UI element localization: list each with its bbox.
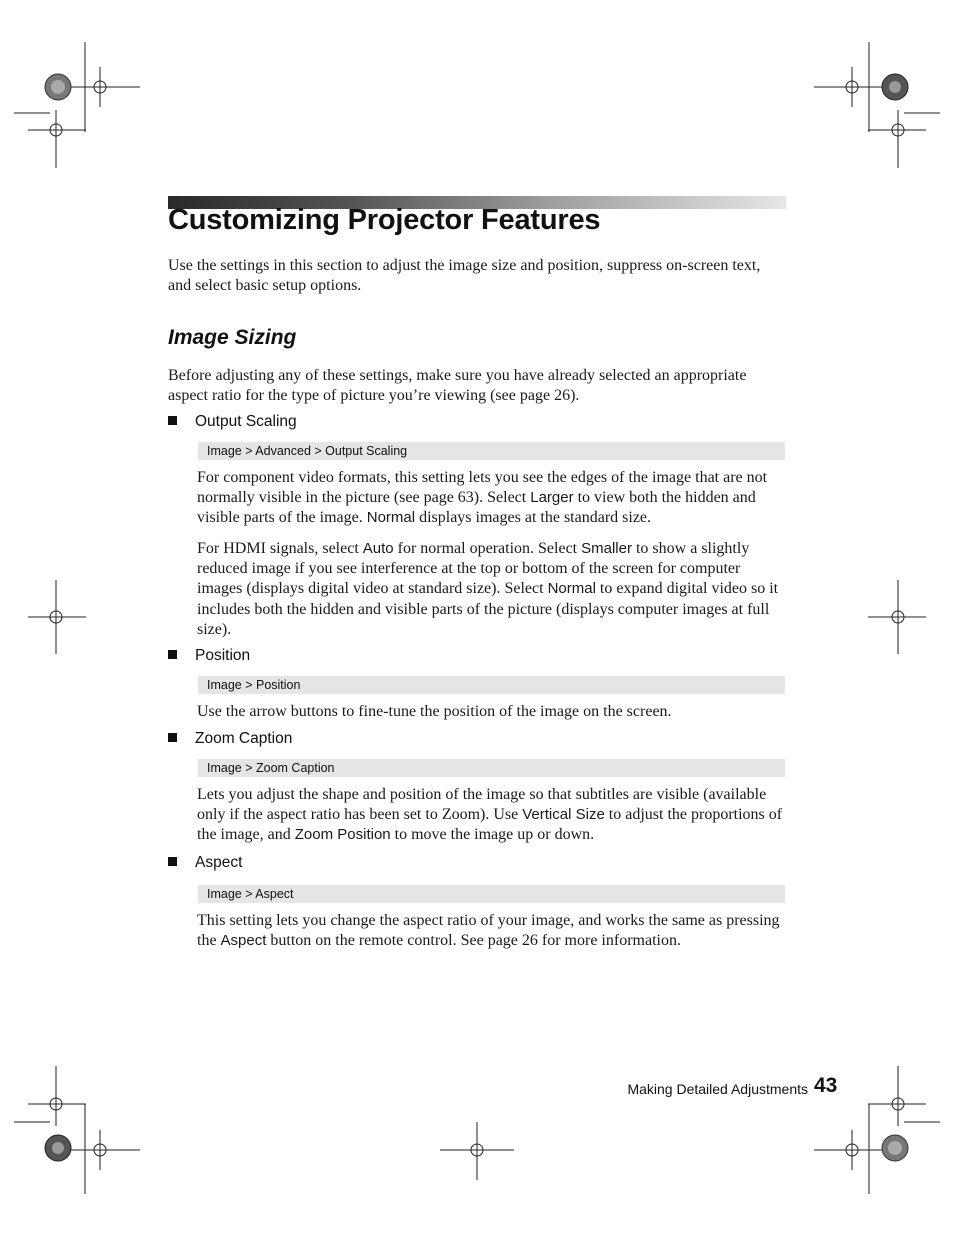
item-label: Aspect bbox=[195, 854, 243, 871]
page-title: Customizing Projector Features bbox=[168, 204, 601, 236]
menu-path: Image > Position bbox=[198, 676, 785, 694]
bullet-square-icon bbox=[168, 733, 177, 742]
intro-paragraph: Use the settings in this section to adjust the image size and position, suppress on-screen text, and select basic setup options. bbox=[168, 257, 761, 295]
page-number: 43 bbox=[814, 1074, 838, 1097]
bullet-square-icon bbox=[168, 416, 177, 425]
list-item bbox=[168, 854, 242, 872]
setting-name: Smaller bbox=[581, 540, 632, 557]
item-label: Position bbox=[195, 647, 251, 664]
setting-name: Aspect bbox=[220, 932, 267, 950]
menu-path: Image > Aspect bbox=[198, 885, 785, 903]
item-paragraph: For component video formats, this setting lets you see the edges of the image that are not normally visible in the picture (see page 63). Select Larger to view both the hidden and visible parts of the image. Normal displays images at the standard size. bbox=[197, 469, 768, 527]
section-title: Image Sizing bbox=[168, 326, 297, 349]
list-item bbox=[168, 647, 250, 665]
setting-name: Normal bbox=[547, 580, 596, 598]
footer-section-title: Making Detailed Adjustments bbox=[627, 1081, 808, 1097]
setting-name: Normal bbox=[366, 509, 416, 527]
menu-path: Image > Advanced > Output Scaling bbox=[198, 442, 785, 460]
bullet-square-icon bbox=[168, 650, 177, 659]
item-paragraph: For HDMI signals, select Auto for normal operation. Select Smaller to show a slightly reduced image if you see interference at the top or bottom of the screen for computer images (displays digital video at standard size). Select Normal to expand digital video so it includes both the hidden and visible parts of the picture (displays computer images at full size). bbox=[197, 540, 779, 638]
section-intro-paragraph: Before adjusting any of these settings, make sure you have already selected an appropriate aspect ratio for the type of picture you’re viewing (see page 26). bbox=[168, 367, 747, 405]
setting-name: Auto bbox=[362, 540, 394, 557]
setting-name: Vertical Size bbox=[522, 806, 605, 824]
list-item bbox=[168, 413, 297, 431]
item-paragraph: Use the arrow buttons to fine-tune the position of the image on the screen. bbox=[197, 703, 672, 720]
setting-name: Zoom Position bbox=[294, 826, 391, 844]
menu-path: Image > Zoom Caption bbox=[198, 759, 785, 777]
setting-name: Larger bbox=[530, 489, 574, 507]
item-paragraph: Lets you adjust the shape and position of the image so that subtitles are visible (available only if the aspect ratio has been set to Zoom). Use Vertical Size to adjust the proportions of the image, and Zoom Position to move the image up or down. bbox=[197, 786, 783, 844]
bullet-square-icon bbox=[168, 857, 177, 866]
item-paragraph: This setting lets you change the aspect ratio of your image, and works the same as pressing the Aspect button on the remote control. See page 26 for more information. bbox=[197, 912, 780, 950]
item-label: Zoom Caption bbox=[195, 730, 293, 747]
list-item bbox=[168, 730, 292, 748]
item-label: Output Scaling bbox=[195, 413, 297, 430]
